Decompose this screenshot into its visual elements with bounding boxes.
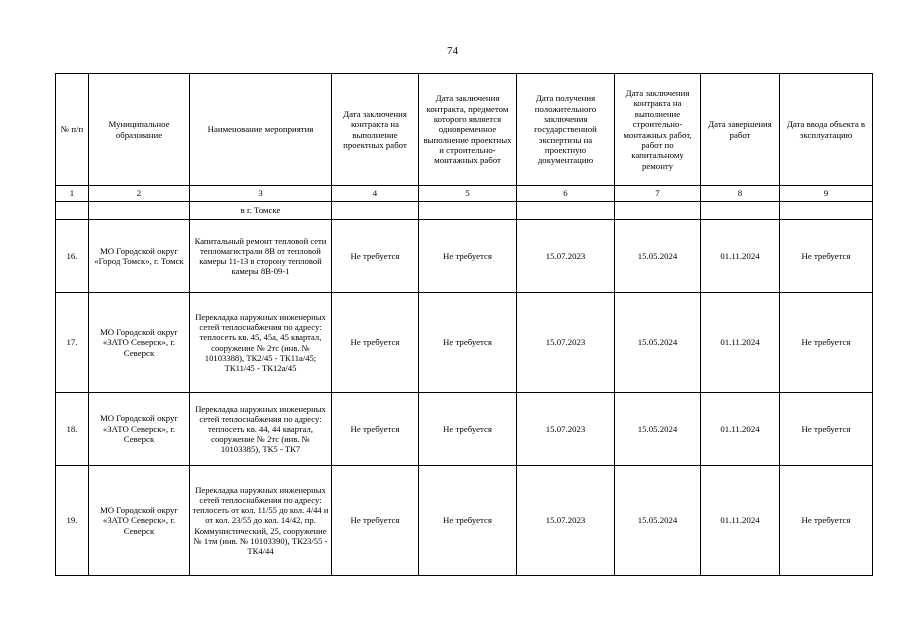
column-number: 9	[780, 186, 873, 202]
combined-contract-cell: Не требуется	[419, 293, 517, 393]
header-municipality: Муниципальное образование	[89, 74, 190, 186]
header-construction-contract: Дата заключения контракта на выполнение строительно-монтажных работ, работ по капитальному ремонту	[615, 74, 701, 186]
row-number: 18.	[56, 393, 89, 466]
empty-cell	[56, 202, 89, 220]
construction-contract-cell: 15.05.2024	[615, 466, 701, 576]
expertise-cell: 15.07.2023	[517, 393, 615, 466]
event-cell: Перекладка наружных инженерных сетей теплоснабжения по адресу: теплосеть кв. 44, 44 квартал, сооружение № 2тс (инв. № 10103385), ТК5 - ТК7	[190, 393, 332, 466]
schedule-table	[55, 73, 873, 576]
event-cell: Капитальный ремонт тепловой сети тепломагистрали 8В от тепловой камеры 11-13 в сторону тепловой камеры 8В-09-1	[190, 220, 332, 293]
completion-cell: 01.11.2024	[701, 220, 780, 293]
expertise-cell: 15.07.2023	[517, 466, 615, 576]
completion-cell: 01.11.2024	[701, 293, 780, 393]
event-cell: Перекладка наружных инженерных сетей теплоснабжения по адресу: теплосеть от кол. 11/55 до кол. 4/44 и от кол. 23/55 до кол. 14/42, пр. Коммунистический, 25, сооружение № 1тм (инв. № 10103390), ТК23/55 - ТК4/44	[190, 466, 332, 576]
municipality-cell: МО Городской округ «ЗАТО Северск», г. Северск	[89, 466, 190, 576]
header-combined-contract: Дата заключения контракта, предметом которого является одновременное выполнение проектных и строительно-монтажных работ	[419, 74, 517, 186]
event-cell: Перекладка наружных инженерных сетей теплоснабжения по адресу: теплосеть кв. 45, 45а, 45 квартал, сооружение № 2тс (инв. № 10103388), ТК2/45 - ТК11а/45; ТК11/45 - ТК12а/45	[190, 293, 332, 393]
column-number: 3	[190, 186, 332, 202]
empty-cell	[615, 202, 701, 220]
column-number: 8	[701, 186, 780, 202]
completion-cell: 01.11.2024	[701, 393, 780, 466]
empty-cell	[517, 202, 615, 220]
header-expertise: Дата получения положительного заключения государственной экспертизы на проектную документацию	[517, 74, 615, 186]
column-number: 5	[419, 186, 517, 202]
design-contract-cell: Не требуется	[332, 393, 419, 466]
construction-contract-cell: 15.05.2024	[615, 393, 701, 466]
municipality-cell: МО Городской округ «ЗАТО Северск», г. Северск	[89, 293, 190, 393]
municipality-cell: МО Городской округ «Город Томск», г. Томск	[89, 220, 190, 293]
row-number: 17.	[56, 293, 89, 393]
combined-contract-cell: Не требуется	[419, 220, 517, 293]
commissioning-cell: Не требуется	[780, 220, 873, 293]
commissioning-cell: Не требуется	[780, 393, 873, 466]
column-number: 7	[615, 186, 701, 202]
design-contract-cell: Не требуется	[332, 466, 419, 576]
column-number: 2	[89, 186, 190, 202]
header-row	[56, 74, 873, 186]
municipality-cell: МО Городской округ «ЗАТО Северск», г. Северск	[89, 393, 190, 466]
header-event: Наименование мероприятия	[190, 74, 332, 186]
empty-cell	[701, 202, 780, 220]
commissioning-cell: Не требуется	[780, 466, 873, 576]
table-row	[56, 220, 873, 293]
empty-cell	[89, 202, 190, 220]
empty-cell	[780, 202, 873, 220]
column-number: 4	[332, 186, 419, 202]
table-row	[56, 293, 873, 393]
commissioning-cell: Не требуется	[780, 293, 873, 393]
header-no: № п/п	[56, 74, 89, 186]
column-number-row	[56, 186, 873, 202]
header-design-contract: Дата заключения контракта на выполнение проектных работ	[332, 74, 419, 186]
table-row	[56, 466, 873, 576]
section-label: в г. Томске	[190, 202, 332, 220]
column-number: 6	[517, 186, 615, 202]
page-number: 74	[447, 45, 458, 57]
table-row	[56, 393, 873, 466]
combined-contract-cell: Не требуется	[419, 393, 517, 466]
expertise-cell: 15.07.2023	[517, 293, 615, 393]
column-number: 1	[56, 186, 89, 202]
design-contract-cell: Не требуется	[332, 220, 419, 293]
empty-cell	[419, 202, 517, 220]
expertise-cell: 15.07.2023	[517, 220, 615, 293]
header-commissioning: Дата ввода объекта в эксплуатацию	[780, 74, 873, 186]
completion-cell: 01.11.2024	[701, 466, 780, 576]
row-number: 16.	[56, 220, 89, 293]
row-number: 19.	[56, 466, 89, 576]
construction-contract-cell: 15.05.2024	[615, 220, 701, 293]
empty-cell	[332, 202, 419, 220]
combined-contract-cell: Не требуется	[419, 466, 517, 576]
construction-contract-cell: 15.05.2024	[615, 293, 701, 393]
design-contract-cell: Не требуется	[332, 293, 419, 393]
header-completion: Дата завершения работ	[701, 74, 780, 186]
section-row	[56, 202, 873, 220]
